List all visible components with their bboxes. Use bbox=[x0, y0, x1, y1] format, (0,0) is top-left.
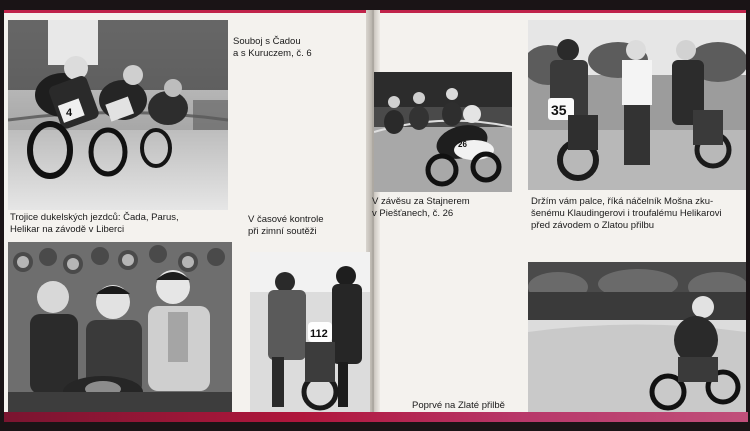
caption-trio: Trojice dukelských jezdců: Čada, Parus, Helikar na závodě v Liberci bbox=[10, 212, 179, 235]
photo-racing-trio bbox=[8, 20, 228, 210]
rider-number-26: 26 bbox=[458, 140, 467, 149]
rider-number-4: 4 bbox=[66, 107, 73, 119]
photo-time-control bbox=[250, 252, 370, 412]
caption-control: V časové kontrole při zimní soutěži bbox=[248, 214, 324, 237]
photo-golden-helmet-rider bbox=[528, 262, 746, 412]
photo-slipstream bbox=[374, 72, 512, 192]
bike-number-35: 35 bbox=[551, 102, 567, 118]
caption-golden-helmet: Poprvé na Zlaté přilbě bbox=[412, 400, 505, 411]
photo-riders-crowd bbox=[8, 242, 232, 412]
photo-pit-scene bbox=[528, 20, 746, 190]
book-spread bbox=[4, 10, 748, 422]
caption-duel: Souboj s Čadou a s Kuruczem, č. 6 bbox=[233, 36, 312, 59]
book-binding-edge bbox=[4, 412, 748, 422]
caption-thumbs: Držím vám palce, říká náčelník Mošna zku- šenému Klaudingerovi i troufalému Helikarovi před závodem o Zlatou přilbu bbox=[531, 196, 722, 231]
caption-slipstream: V závěsu za Stajnerem v Piešťanech, č. 26 bbox=[372, 196, 470, 219]
bike-number-112: 112 bbox=[310, 328, 328, 340]
